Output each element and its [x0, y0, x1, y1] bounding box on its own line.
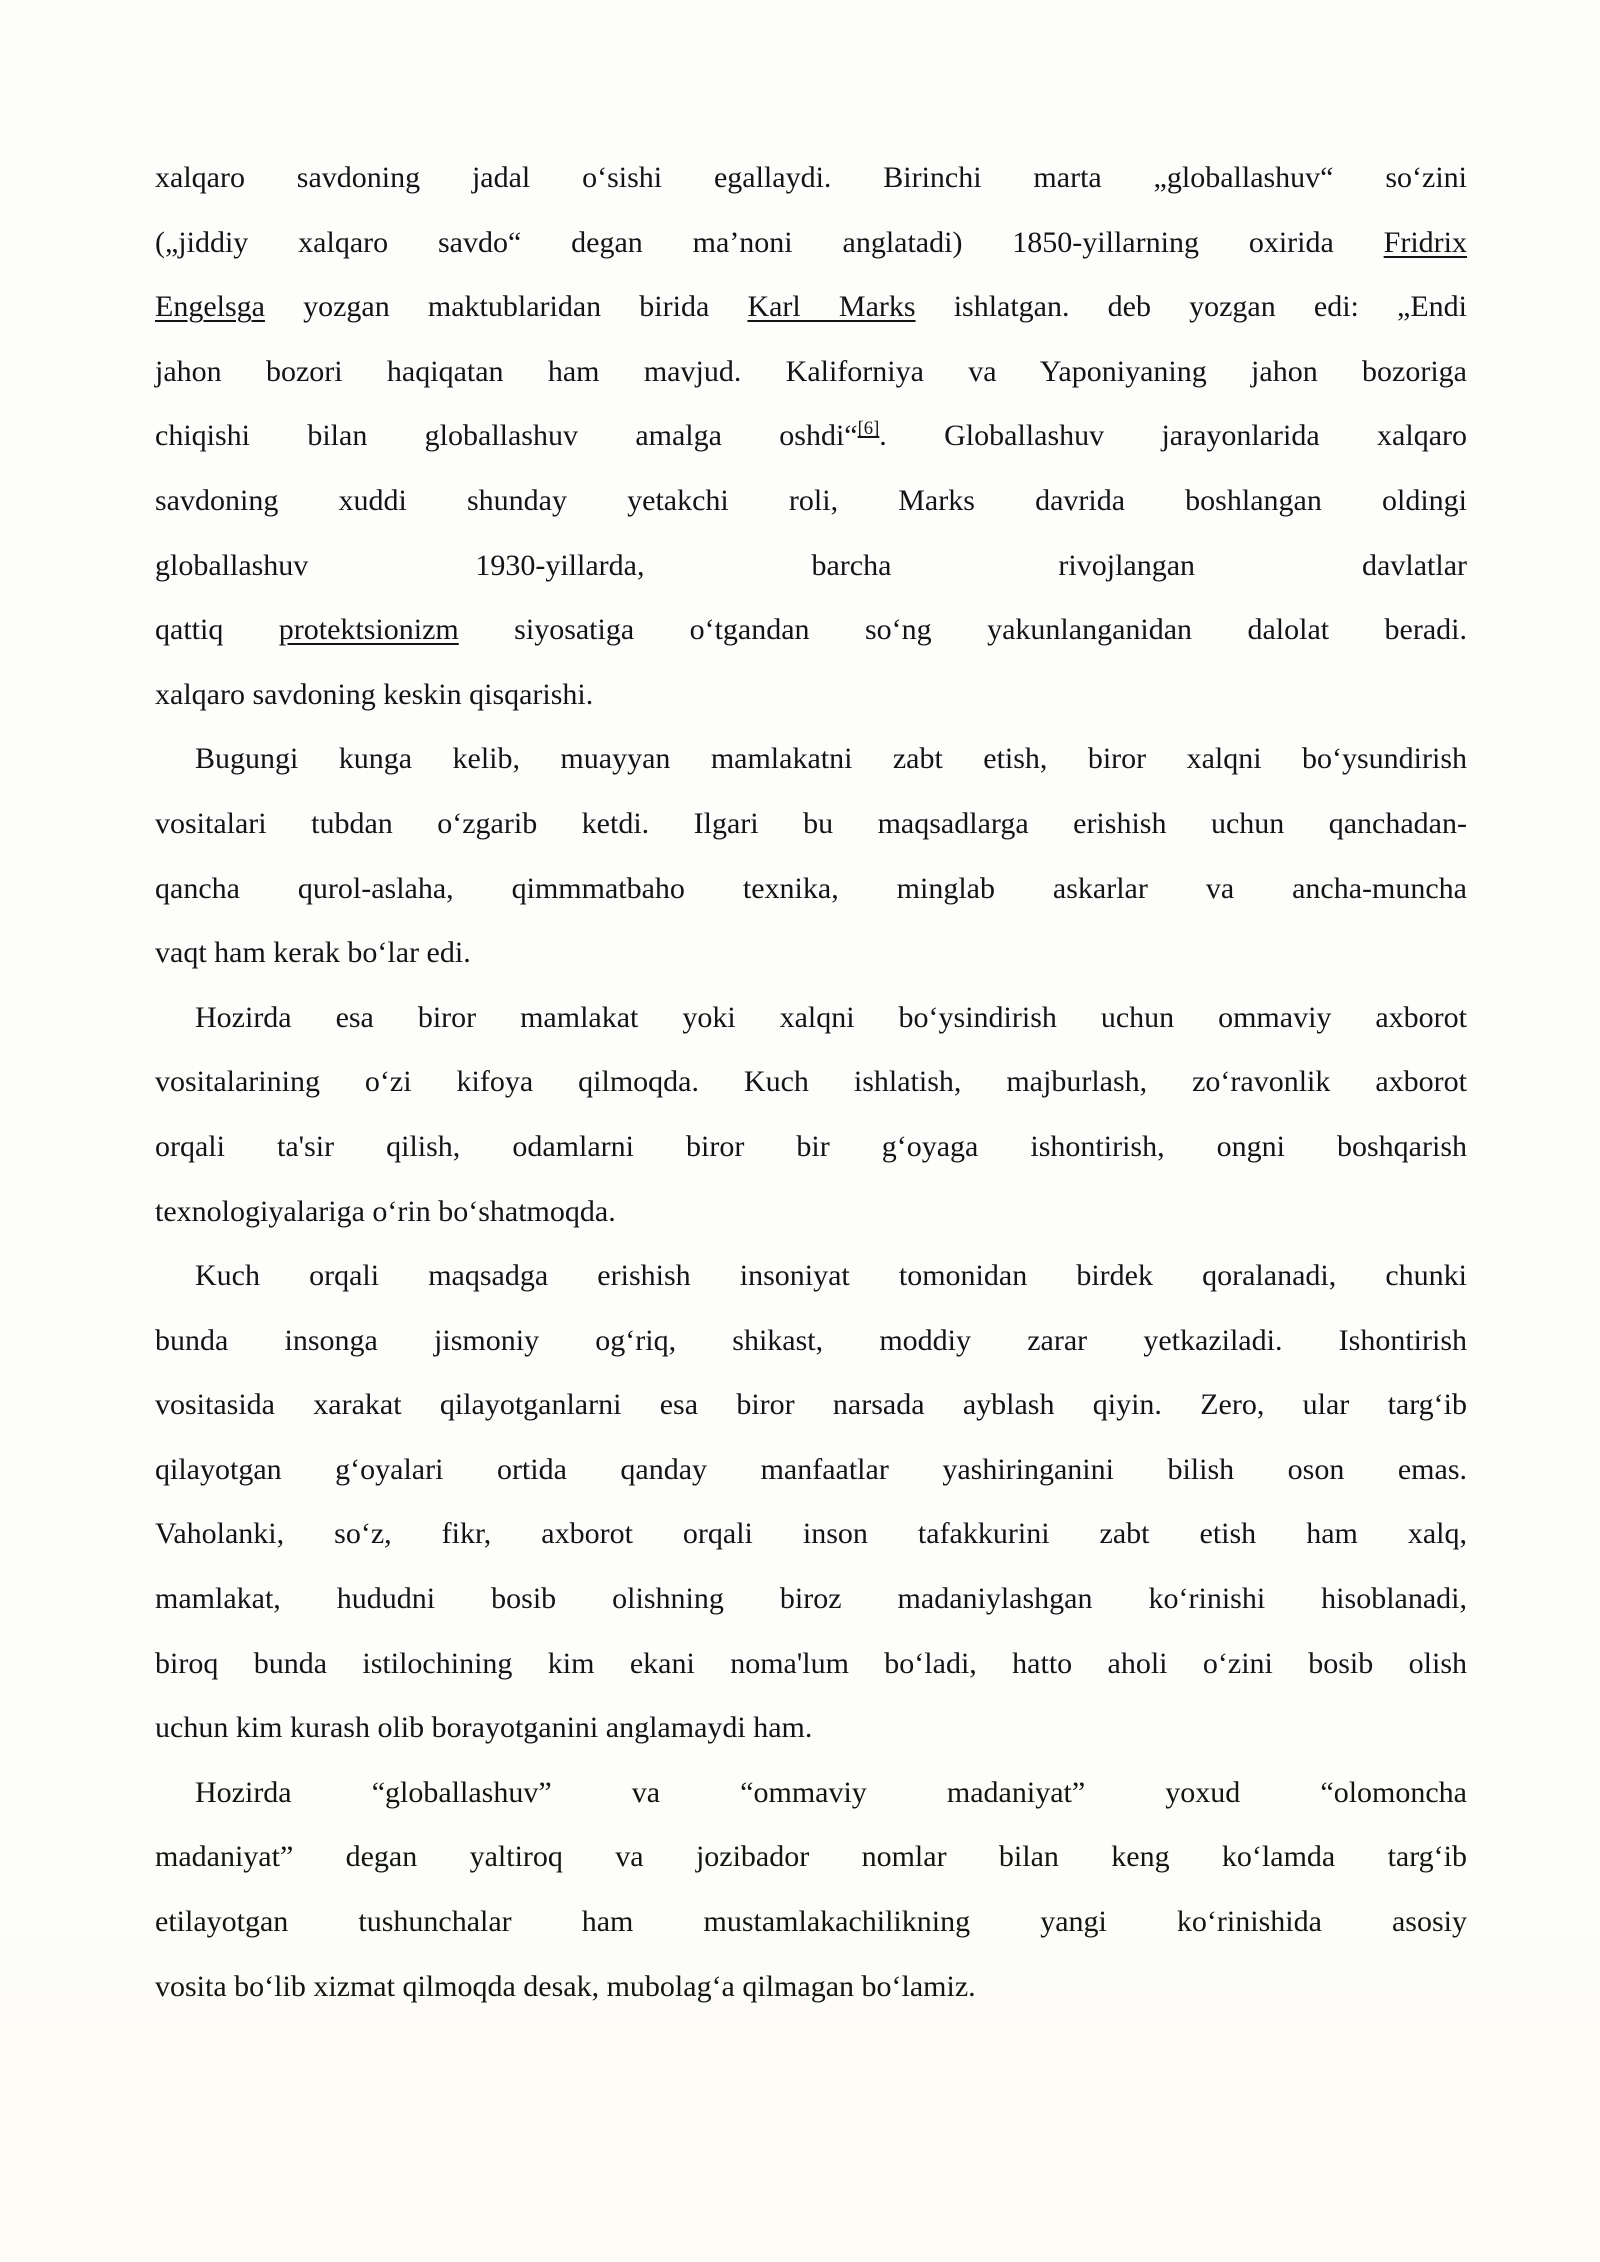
text-run: qilayotgan g‘oyalari ortida qanday manfaatlar yashiringanini bilish oson emas. — [155, 1452, 1467, 1486]
footnote-ref: [6] — [857, 418, 880, 440]
text-line — [155, 727, 1467, 792]
text-run: jahon bozori haqiqatan ham mavjud. Kaliforniya va Yaponiyaning jahon bozoriga — [155, 354, 1467, 388]
text-run: qancha qurol-aslaha, qimmmatbaho texnika, minglab askarlar va ancha-muncha — [155, 871, 1467, 905]
text-line — [155, 1309, 1467, 1374]
underlined-term: Engelsga — [155, 290, 265, 324]
text-run: chiqishi bilan globallashuv amalga oshdi“ — [155, 419, 858, 453]
text-line — [155, 146, 1467, 211]
text-run: Hozirda “global​lashuv” va “ommaviy madaniyat” yoxud “olomoncha — [195, 1775, 1467, 1809]
text-line — [155, 1373, 1467, 1438]
text-run: etilayotgan tushunchalar ham mustamlakachilikning yangi ko‘rinishida asosiy — [155, 1905, 1467, 1939]
text-run: xalqaro savdoning jadal o‘sishi egallaydi. Birinchi marta „globallashuv“ so‘zini — [155, 161, 1467, 194]
text-run: vaqt ham kerak bo‘lar edi. — [155, 936, 471, 970]
text-line — [155, 1567, 1467, 1632]
text-line — [155, 211, 1467, 276]
underlined-term: protektsionizm — [278, 613, 459, 647]
text-run: siyosatiga o‘tgandan so‘ng yakunlanganidan dalolat beradi. — [458, 613, 1467, 647]
text-run: xalqaro savdoning keskin qisqarishi. — [155, 677, 594, 711]
text-line — [155, 340, 1467, 405]
text-run: biroq bunda istilochining kim ekani noma'lum bo‘ladi, hatto aholi o‘zini bosib olish — [155, 1646, 1467, 1680]
text-line — [155, 921, 1467, 986]
text-run: globallashuv 1930-yillarda, barcha rivojlangan davlatlar — [155, 548, 1467, 582]
text-run: savdoning xuddi shunday yetakchi roli, Marks davrida boshlangan oldingi — [155, 483, 1467, 517]
text-run: yozgan maktublaridan birida — [264, 290, 748, 324]
text-line — [155, 1696, 1467, 1761]
text-run: vositalarining o‘zi kifoya qilmoqda. Kuch ishlatish, majburlash, zo‘ravonlik axborot — [155, 1065, 1467, 1099]
text-run: Bugungi kunga kelib, muayyan mamlakatni zabt etish, biror xalqni bo‘ysundirish — [195, 742, 1467, 776]
text-run: uchun kim kurash olib borayotganini anglamaydi ham. — [155, 1711, 813, 1745]
text-line — [155, 275, 1467, 340]
text-run: („jiddiy xalqaro savdo“ degan ma’noni anglatadi) 1850-yillarning oxirida — [155, 225, 1384, 259]
text-line — [155, 663, 1467, 728]
text-run: vositasida xarakat qilayotganlarni esa biror narsada ayblash qiyin. Zero, ular targ‘ib — [155, 1388, 1467, 1422]
text-line — [155, 1180, 1467, 1245]
text-run: orqali ta'sir qilish, odamlarni biror bir g‘oyaga ishontirish, ongni boshqarish — [155, 1129, 1467, 1163]
text-line — [155, 1761, 1467, 1826]
text-run: qattiq — [155, 613, 279, 647]
text-line — [155, 598, 1467, 663]
text-line — [155, 1955, 1467, 2020]
document-body — [155, 146, 1467, 2019]
text-run: ishlatgan. deb yozgan edi: „Endi — [915, 290, 1467, 324]
underlined-term: Fridrix — [1383, 225, 1467, 259]
text-run: Kuch orqali maqsadga erishish insoniyat tomonidan birdek qoralanadi, chunki — [195, 1259, 1467, 1293]
text-line — [155, 1825, 1467, 1890]
text-line — [155, 404, 1467, 469]
text-line — [155, 792, 1467, 857]
text-line — [155, 534, 1467, 599]
text-run: Vaholanki, so‘z, fikr, axborot orqali inson tafakkurini zabt etish ham xalq, — [155, 1517, 1467, 1551]
text-line — [155, 1438, 1467, 1503]
text-line — [155, 1502, 1467, 1567]
underlined-term: Karl Marks — [747, 290, 916, 324]
text-line — [155, 1115, 1467, 1180]
text-run: madaniyat” degan yaltiroq va jozibador nomlar bilan keng ko‘lamda targ‘ib — [155, 1840, 1467, 1874]
text-line — [155, 1632, 1467, 1697]
text-line — [155, 1244, 1467, 1309]
text-line — [155, 857, 1467, 922]
text-run: . Globallashuv jarayonlarida xalqaro — [879, 419, 1468, 453]
text-run: mamlakat, hududni bosib olishning biroz madaniylashgan ko‘rinishi hisoblanadi, — [155, 1582, 1467, 1616]
text-line — [155, 986, 1467, 1051]
text-run: vosita bo‘lib xizmat qilmoqda desak, mubolag‘a qilmagan bo‘lamiz. — [155, 1969, 976, 2003]
text-line — [155, 1890, 1467, 1955]
text-run: Hozirda esa biror mamlakat yoki xalqni bo‘ysindirish uchun ommaviy axborot — [195, 1000, 1467, 1034]
text-line — [155, 469, 1467, 534]
text-run: vositalari tubdan o‘zgarib ketdi. Ilgari bu maqsadlarga erishish uchun qanchadan- — [155, 806, 1467, 840]
text-run: texnologiyalariga o‘rin bo‘shatmoqda. — [155, 1194, 616, 1228]
text-line — [155, 1050, 1467, 1115]
text-run: bunda insonga jismoniy og‘riq, shikast, moddiy zarar yetkaziladi. Ishontirish — [155, 1323, 1467, 1357]
